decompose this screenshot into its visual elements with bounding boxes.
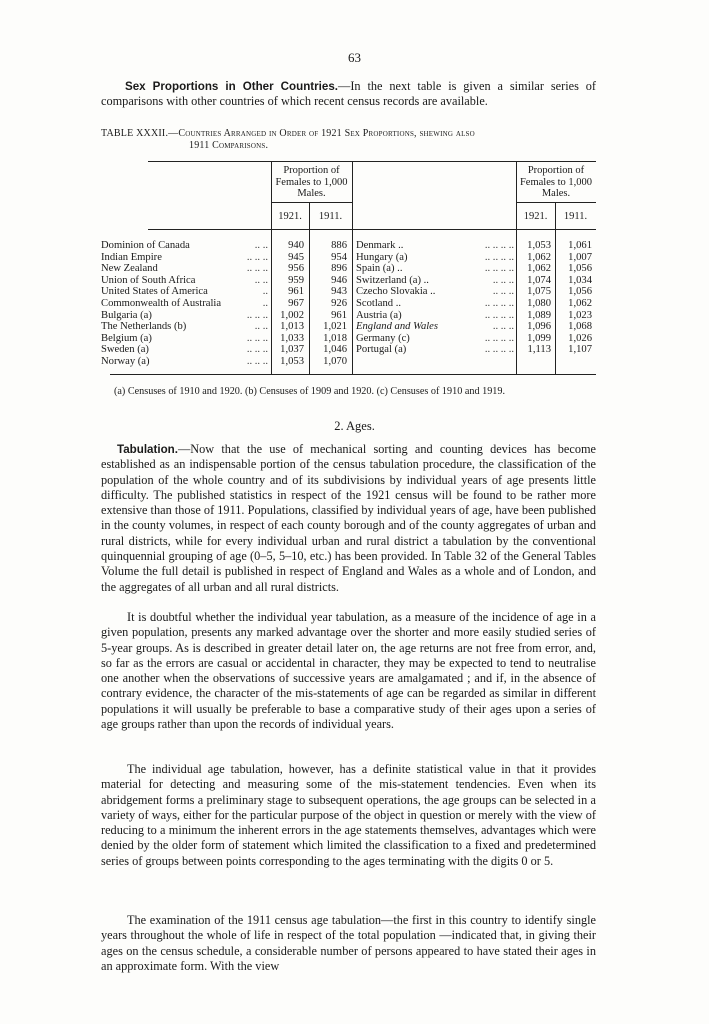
table-cell-1911: 954: [331, 251, 347, 263]
table-row-country: Germany (c): [356, 332, 410, 344]
table-cell-1921: 1,037: [280, 344, 304, 356]
table-caption-line1: —Countries Arranged in Order of 1921 Sex Proportions, shewing also: [168, 128, 475, 139]
table-row-dots: .. ..: [254, 321, 268, 333]
table-header-rule: [148, 229, 596, 230]
table-cell-1921: 1,096: [527, 321, 551, 333]
table-row-country: Dominion of Canada: [101, 240, 190, 251]
paragraph-4: The examination of the 1911 census age tabulation—the first in this country to identify single years throughout the whole of life in respect of the total population —indicated that, in giving their ages on the census schedule, a considerable number of persons appeared to have stated their ages in an approximate form. With the view: [101, 913, 596, 973]
table-cell-1921: 1,013: [280, 321, 304, 333]
year-1921-right: 1921.: [523, 211, 548, 222]
table-row-dots: .. ..: [254, 240, 268, 251]
intro-heading: Sex Proportions in Other Countries.: [125, 80, 339, 93]
paragraph-2: It is doubtful whether the individual year tabulation, as a measure of the incidence of age in a given population, presents any marked advantage over the shorter and more easily studied series of 5-year groups. As is described in greater detail later on, the age returns are not free from error, and, so far as the errors are casual or accidental in character, they may be expected to tend to neutralise one another when the observations of successive years are amalgamated ; and if, in the absence of contrary evidence, the character of the mis-statements of age can be regarded as similar in different populations it will usually be preferable to base a comparative study of their ages upon a series of age groups rather than upon the records of individual years.: [101, 610, 596, 732]
table-cell-1921: 967: [288, 298, 304, 309]
table-row-dots: .. .. ..: [246, 309, 268, 321]
table-row-dots: .. .. ..: [492, 286, 514, 298]
table-cell-1921: 940: [288, 240, 304, 251]
table-cell-1921: 1,062: [527, 251, 551, 263]
table-cell-1911: 1,023: [568, 309, 592, 321]
table-row-country: Denmark ..: [356, 240, 404, 251]
table-row-country: Scotland ..: [356, 298, 402, 309]
table-cell-1921: 1,075: [527, 286, 551, 298]
year-1911-left: 1911.: [318, 211, 343, 222]
table-top-rule: [148, 161, 596, 162]
table-row-country: United States of America: [101, 286, 208, 298]
table-row-dots: .. .. ..: [246, 251, 268, 263]
table-cell-1911: 946: [331, 274, 347, 286]
table-cell-1921: 961: [288, 286, 304, 298]
table-row-dots: ..: [262, 298, 268, 309]
table-cell-1921: 1,099: [527, 332, 551, 344]
table-cell-1921: 1,053: [280, 356, 304, 367]
table-cell-1911: 886: [331, 240, 347, 251]
year-rule-left: [271, 202, 352, 203]
intro-text: —In the next table is given a similar series of comparisons with other countries of which recent census records are available.: [101, 79, 596, 109]
table-row-dots: .. .. .. ..: [484, 263, 514, 275]
table-row-country: Bulgaria (a): [101, 309, 152, 321]
page-number: 63: [348, 50, 361, 65]
year-1921-left: 1921.: [278, 211, 302, 222]
table-cell-1911: 1,070: [323, 356, 347, 367]
table-cell-1921: 1,002: [280, 309, 304, 321]
table-row-dots: .. .. .. ..: [484, 298, 514, 309]
table-cell-1921: 1,033: [280, 332, 304, 344]
table-cell-1921: 1,113: [527, 344, 551, 356]
table-cell-1911: 1,056: [568, 263, 592, 275]
table-row-country: Switzerland (a) ..: [356, 274, 429, 286]
table-cell-1911: 1,046: [323, 344, 347, 356]
section-title: 2. Ages.: [334, 419, 375, 433]
table-cell-1921: 1,080: [527, 298, 551, 309]
table-row-country: Austria (a): [356, 309, 402, 321]
tabulation-paragraph: [101, 442, 596, 595]
table-row-country: Commonwealth of Australia: [101, 298, 222, 309]
table-row-dots: .. .. ..: [246, 263, 268, 275]
table-cell-1911: 1,021: [323, 321, 347, 333]
col-header-left: Proportion of Females to 1,000 Males.: [275, 165, 348, 199]
table-cell-1911: 961: [331, 309, 347, 321]
table-row-country: New Zealand: [101, 263, 158, 275]
table-row-dots: .. .. ..: [492, 274, 514, 286]
table-bottom-rule: [110, 374, 596, 375]
table-caption-label: TABLE XXXII.: [101, 128, 169, 139]
table-row-country: Belgium (a): [101, 332, 152, 344]
table-cell-1921: 1,089: [527, 309, 551, 321]
table-row-dots: .. .. .. ..: [484, 344, 514, 356]
table-cell-1911: 943: [331, 286, 347, 298]
table-row-dots: .. .. ..: [246, 356, 268, 367]
table-cell-1921: 1,074: [527, 274, 551, 286]
tabulation-heading: Tabulation.: [117, 443, 178, 456]
table-cell-1911: 926: [331, 298, 347, 309]
table-row-dots: .. .. .. ..: [484, 309, 514, 321]
tabulation-text: —Now that the use of mechanical sorting and counting devices has become established as an indispensable portion of the census tabulation procedure, the classification of the population of the whole country and of its subdivisions by individual years of age presents little difficulty. The published statistics in respect of the 1921 census will be found to be rather more extensive than those of 1911. Populations, classified by individual years of age, have been published in the county volumes, in respect of each county borough and of the county aggregates of urban and rural districts, while for every individual urban and rural district a tabulation by the conventional quinquennial grouping of age (0–5, 5–10, etc.) has been provided. In Table 32 of the General Tables Volume the full detail is published in respect of England and Wales as a whole and of London, and the aggregates of all urban and all rural districts.: [101, 442, 596, 594]
intro-paragraph: [101, 79, 596, 110]
table-footnote: (a) Censuses of 1910 and 1920. (b) Censuses of 1909 and 1920. (c) Censuses of 1910 and 1919.: [114, 386, 506, 397]
table-cell-1911: 1,018: [323, 332, 347, 344]
table-row-country: Union of South Africa: [101, 274, 196, 286]
table-cell-1911: 1,034: [568, 274, 592, 286]
table-row-country: Portugal (a): [356, 344, 407, 356]
table-caption: [101, 128, 601, 152]
table-row-country: Czecho Slovakia ..: [356, 286, 436, 298]
table-row-dots: .. .. ..: [246, 332, 268, 344]
table-cell-1921: 1,062: [527, 263, 551, 275]
table-row-country: The Netherlands (b): [101, 321, 187, 333]
table-cell-1911: 1,007: [568, 251, 592, 263]
table-caption-line2: 1911 Comparisons.: [189, 140, 269, 151]
table-row-country: Spain (a) ..: [356, 263, 403, 275]
table-cell-1911: 1,056: [568, 286, 592, 298]
table-row-dots: ..: [262, 286, 268, 298]
table-cell-1911: 1,061: [568, 240, 592, 251]
table-cell-1911: 896: [331, 263, 347, 275]
table-cell-1921: 945: [288, 251, 304, 263]
table-row-dots: .. ..: [254, 274, 268, 286]
col-divider-middle: [352, 161, 353, 374]
table-row-dots: .. .. .. ..: [484, 332, 514, 344]
col-header-right: Proportion of Females to 1,000 Males.: [519, 165, 593, 199]
year-1911-right: 1911.: [563, 211, 588, 222]
paragraph-3: The individual age tabulation, however, has a definite statistical value in that it provides material for detecting and measuring some of the mis-statement tendencies. Even when its abridgement forms a preliminary stage to subsequent operations, the age groups can be selected in a variety of ways, either for the particular purpose of the object in question or merely with the view of reducing to a minimum the inherent errors in the age statements themselves, advantages which were denied by the older form of statement which limited the classification to a fixed and predetermined series of groups between points corresponding to the ages terminating with the digits 0 or 5.: [101, 762, 596, 868]
table-cell-1921: 956: [288, 263, 304, 275]
table-cell-1911: 1,062: [568, 298, 592, 309]
table-cell-1911: 1,107: [568, 344, 592, 356]
table-row-dots: .. .. ..: [492, 321, 514, 333]
table-cell-1911: 1,068: [568, 321, 592, 333]
table-cell-1911: 1,026: [568, 332, 592, 344]
table-row-country: Norway (a): [101, 356, 150, 367]
table-cell-1921: 1,053: [527, 240, 551, 251]
table-row-dots: .. .. ..: [246, 344, 268, 356]
table-row-country: Indian Empire: [101, 251, 162, 263]
table-cell-1921: 959: [288, 274, 304, 286]
table-row-dots: .. .. .. ..: [484, 251, 514, 263]
year-rule-right: [516, 202, 596, 203]
table-row-country: Sweden (a): [101, 344, 149, 356]
table-row-dots: .. .. .. ..: [484, 240, 514, 251]
table-row-country: England and Wales: [356, 321, 439, 333]
table-row-country: Hungary (a): [356, 251, 408, 263]
